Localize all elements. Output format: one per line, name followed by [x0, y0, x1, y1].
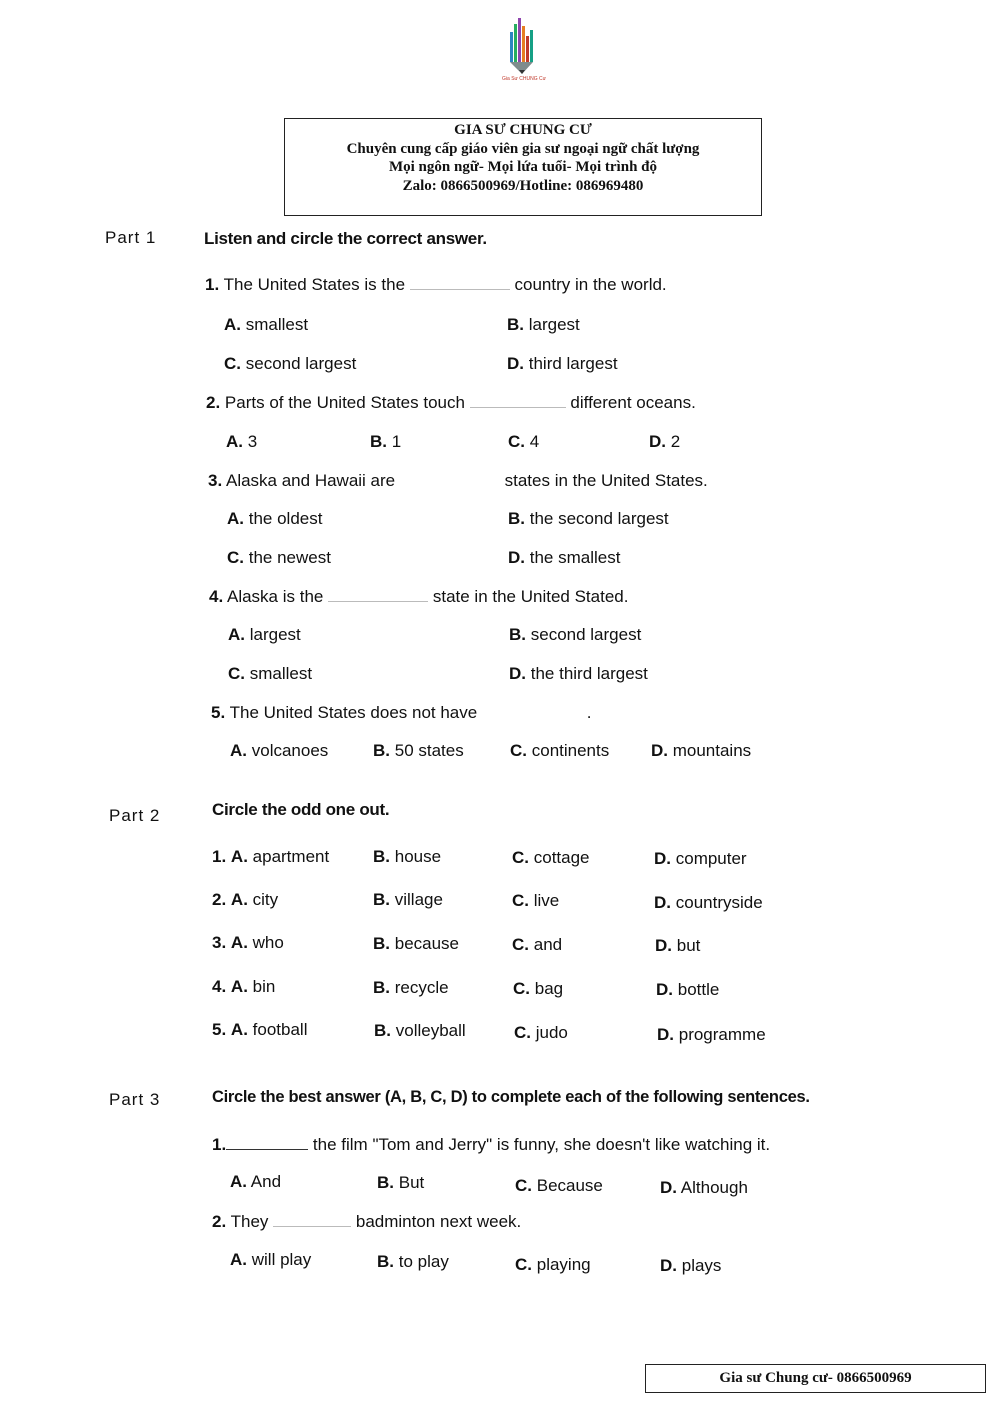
option[interactable]: A. And — [230, 1172, 282, 1191]
option[interactable]: C. the newest — [227, 548, 331, 567]
part1-instruction: Listen and circle the correct answer. — [204, 229, 487, 248]
logo-caption: Gia Sư CHUNG Cư — [502, 76, 546, 82]
part2-label: Part 2 — [109, 806, 161, 825]
part1-question-1: 1. The United States is the country in the world. — [205, 275, 667, 294]
header-title: GIA SƯ CHUNG CƯ — [454, 122, 592, 138]
option[interactable]: B. house — [373, 847, 442, 866]
part1-question-5: 5. The United States does not have . — [211, 703, 592, 722]
option[interactable]: A. 3 — [226, 432, 258, 451]
option[interactable]: C. playing — [515, 1255, 591, 1274]
option[interactable]: D. mountains — [651, 741, 752, 760]
option[interactable]: D. bottle — [656, 980, 720, 999]
odd-one-out-row[interactable]: 2. A. city — [212, 890, 279, 909]
option[interactable]: D. 2 — [649, 432, 681, 451]
option[interactable]: A. smallest — [224, 315, 309, 334]
option[interactable]: D. the smallest — [508, 548, 621, 567]
answer-blank — [226, 1148, 308, 1150]
answer-blank — [273, 1225, 351, 1227]
option[interactable]: C. judo — [514, 1023, 568, 1042]
option[interactable]: C. 4 — [508, 432, 540, 451]
option[interactable]: B. the second largest — [508, 509, 669, 528]
answer-blank — [482, 716, 582, 718]
option[interactable]: D. but — [655, 936, 701, 955]
option[interactable]: D. programme — [657, 1025, 766, 1044]
odd-one-out-row[interactable]: 1. A. apartment — [212, 847, 330, 866]
option[interactable]: C. bag — [513, 979, 564, 998]
option[interactable]: C. live — [512, 891, 560, 910]
option[interactable]: C. second largest — [224, 354, 357, 373]
part3-question-1: 1. the film "Tom and Jerry" is funny, she doesn't like watching it. — [212, 1135, 771, 1154]
option[interactable]: C. smallest — [228, 664, 313, 683]
answer-blank — [400, 484, 500, 486]
header-subtitle: Mọi ngôn ngữ- Mọi lứa tuổi- Mọi trình độ — [388, 159, 657, 175]
part3-label: Part 3 — [109, 1090, 161, 1109]
option[interactable]: C. Because — [515, 1176, 603, 1195]
odd-one-out-row[interactable]: 3. A. who — [212, 933, 284, 952]
answer-blank — [470, 406, 566, 408]
option[interactable]: B. volleyball — [374, 1021, 466, 1040]
part1-question-3: 3. Alaska and Hawaii are states in the United States. — [208, 471, 708, 490]
logo — [494, 14, 554, 86]
option[interactable]: B. because — [373, 934, 460, 953]
option[interactable]: A. largest — [228, 625, 301, 644]
option[interactable]: A. volcanoes — [230, 741, 329, 760]
footer-text: Gia sư Chung cư- 0866500969 — [719, 1370, 912, 1386]
part2-instruction: Circle the odd one out. — [212, 800, 390, 819]
option[interactable]: C. cottage — [512, 848, 590, 867]
option[interactable]: D. plays — [660, 1256, 722, 1275]
answer-blank — [410, 288, 510, 290]
part1-label: Part 1 — [105, 228, 157, 247]
pencil-bars-logo-icon — [494, 14, 554, 76]
option[interactable]: A. the oldest — [227, 509, 323, 528]
option[interactable]: D. the third largest — [509, 664, 648, 683]
option[interactable]: B. second largest — [509, 625, 642, 644]
part1-question-4: 4. Alaska is the state in the United Stated. — [209, 587, 629, 606]
option[interactable]: D. Although — [660, 1178, 748, 1197]
part3-question-2: 2. They badminton next week. — [212, 1212, 522, 1231]
option[interactable]: B. village — [373, 890, 443, 909]
option[interactable]: C. and — [512, 935, 563, 954]
option[interactable]: B. to play — [377, 1252, 449, 1271]
option[interactable]: D. countryside — [654, 893, 763, 912]
header-box — [284, 118, 762, 216]
option[interactable]: A. will play — [230, 1250, 312, 1269]
option[interactable]: B. But — [377, 1173, 425, 1192]
option[interactable]: D. third largest — [507, 354, 618, 373]
option[interactable]: B. 50 states — [373, 741, 464, 760]
answer-blank — [328, 600, 428, 602]
option[interactable]: D. computer — [654, 849, 747, 868]
option[interactable]: C. continents — [510, 741, 610, 760]
footer-box — [645, 1364, 986, 1393]
option[interactable]: B. largest — [507, 315, 580, 334]
part1-question-2: 2. Parts of the United States touch different oceans. — [206, 393, 696, 412]
odd-one-out-row[interactable]: 4. A. bin — [212, 977, 276, 996]
header-contact: Zalo: 0866500969/Hotline: 086969480 — [402, 177, 644, 194]
part3-instruction: Circle the best answer (A, B, C, D) to complete each of the following sentences. — [212, 1088, 810, 1106]
option[interactable]: B. recycle — [373, 978, 449, 997]
odd-one-out-row[interactable]: 5. A. football — [212, 1020, 308, 1039]
header-tagline: Chuyên cung cấp giáo viên gia sư ngoại ngữ chất lượng — [346, 140, 700, 157]
option[interactable]: B. 1 — [370, 432, 402, 451]
